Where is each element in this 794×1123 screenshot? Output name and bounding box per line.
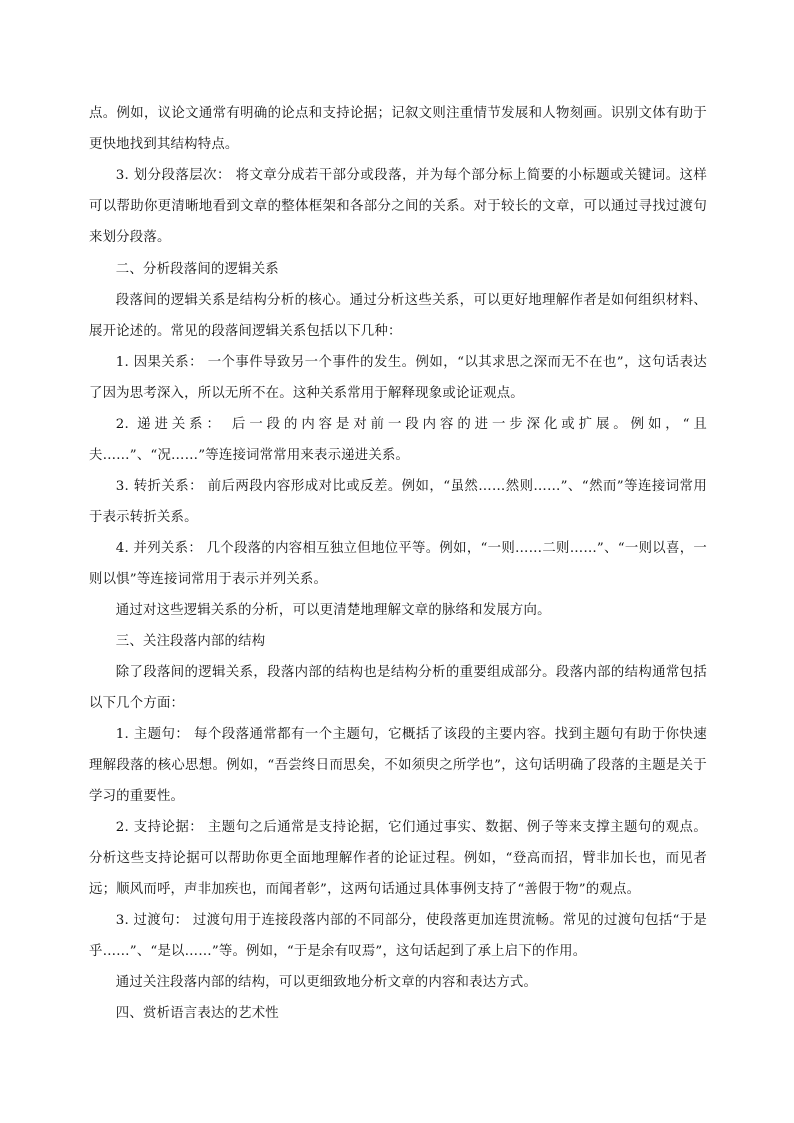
paragraph-topic-sentence: 1. 主题句： 每个段落通常都有一个主题句，它概括了该段的主要内容。找到主题句有助于你快速理解段落的核心思想。例如，“吾尝终日而思矣，不如须臾之所学也”，这句话明确了段落的主题是关于学习的重要性。 xyxy=(89,727,707,804)
paragraph-progressive: 2. 递进关系： 后一段的内容是对前一段内容的进一步深化或扩展。例如，“且夫……”、“况……”等连接词常常用来表示递进关系。 xyxy=(89,417,707,463)
paragraph-divide-levels: 3. 划分段落层次： 将文章分成若干部分或段落，并为每个部分标上简要的小标题或关键词。这样可以帮助你更清晰地看到文章的整体框架和各部分之间的关系。对于较长的文章，可以通过寻找过渡句来划分段落。 xyxy=(89,168,707,245)
paragraph-continuation: 点。例如，议论文通常有明确的论点和支持论据；记叙文则注重情节发展和人物刻画。识别文体有助于更快地找到其结构特点。 xyxy=(89,106,707,152)
paragraph-logic-intro: 段落间的逻辑关系是结构分析的核心。通过分析这些关系，可以更好地理解作者是如何组织材料、展开论述的。常见的段落间逻辑关系包括以下几种： xyxy=(89,293,707,339)
section-heading-3: 三、关注段落内部的结构 xyxy=(115,634,266,649)
section-heading-2: 二、分析段落间的逻辑关系 xyxy=(115,262,279,277)
section-heading-4: 四、赏析语言表达的艺术性 xyxy=(115,1006,279,1021)
paragraph-logic-summary: 通过对这些逻辑关系的分析，可以更清楚地理解文章的脉络和发展方向。 xyxy=(115,603,551,618)
paragraph-transition-sentence: 3. 过渡句： 过渡句用于连接段落内部的不同部分，使段落更加连贯流畅。常见的过渡句包括“于是乎……”、“是以……”等。例如，“于是余有叹焉”，这句话起到了承上启下的作用。 xyxy=(89,913,707,959)
paragraph-internal-intro: 除了段落间的逻辑关系，段落内部的结构也是结构分析的重要组成部分。段落内部的结构通常包括以下几个方面： xyxy=(89,665,707,711)
paragraph-internal-summary: 通过关注段落内部的结构，可以更细致地分析文章的内容和表达方式。 xyxy=(115,975,538,990)
paragraph-contrast: 3. 转折关系： 前后两段内容形成对比或反差。例如，“虽然……然则……”、“然而”等连接词常用于表示转折关系。 xyxy=(89,479,707,525)
paragraph-parallel: 4. 并列关系： 几个段落的内容相互独立但地位平等。例如，“一则……二则……”、“一则以喜，一则以惧”等连接词常用于表示并列关系。 xyxy=(89,541,707,587)
paragraph-supporting-evidence: 2. 支持论据： 主题句之后通常是支持论据，它们通过事实、数据、例子等来支撑主题句的观点。分析这些支持论据可以帮助你更全面地理解作者的论证过程。例如，“登高而招，臂非加长也，而见者远；顺风而呼，声非加疾也，而闻者彰”，这两句话通过具体事例支持了“善假于物”的观点。 xyxy=(89,820,707,897)
paragraph-causal: 1. 因果关系： 一个事件导致另一个事件的发生。例如，“以其求思之深而无不在也”，这句话表达了因为思考深入，所以无所不在。这种关系常用于解释现象或论证观点。 xyxy=(89,355,707,401)
